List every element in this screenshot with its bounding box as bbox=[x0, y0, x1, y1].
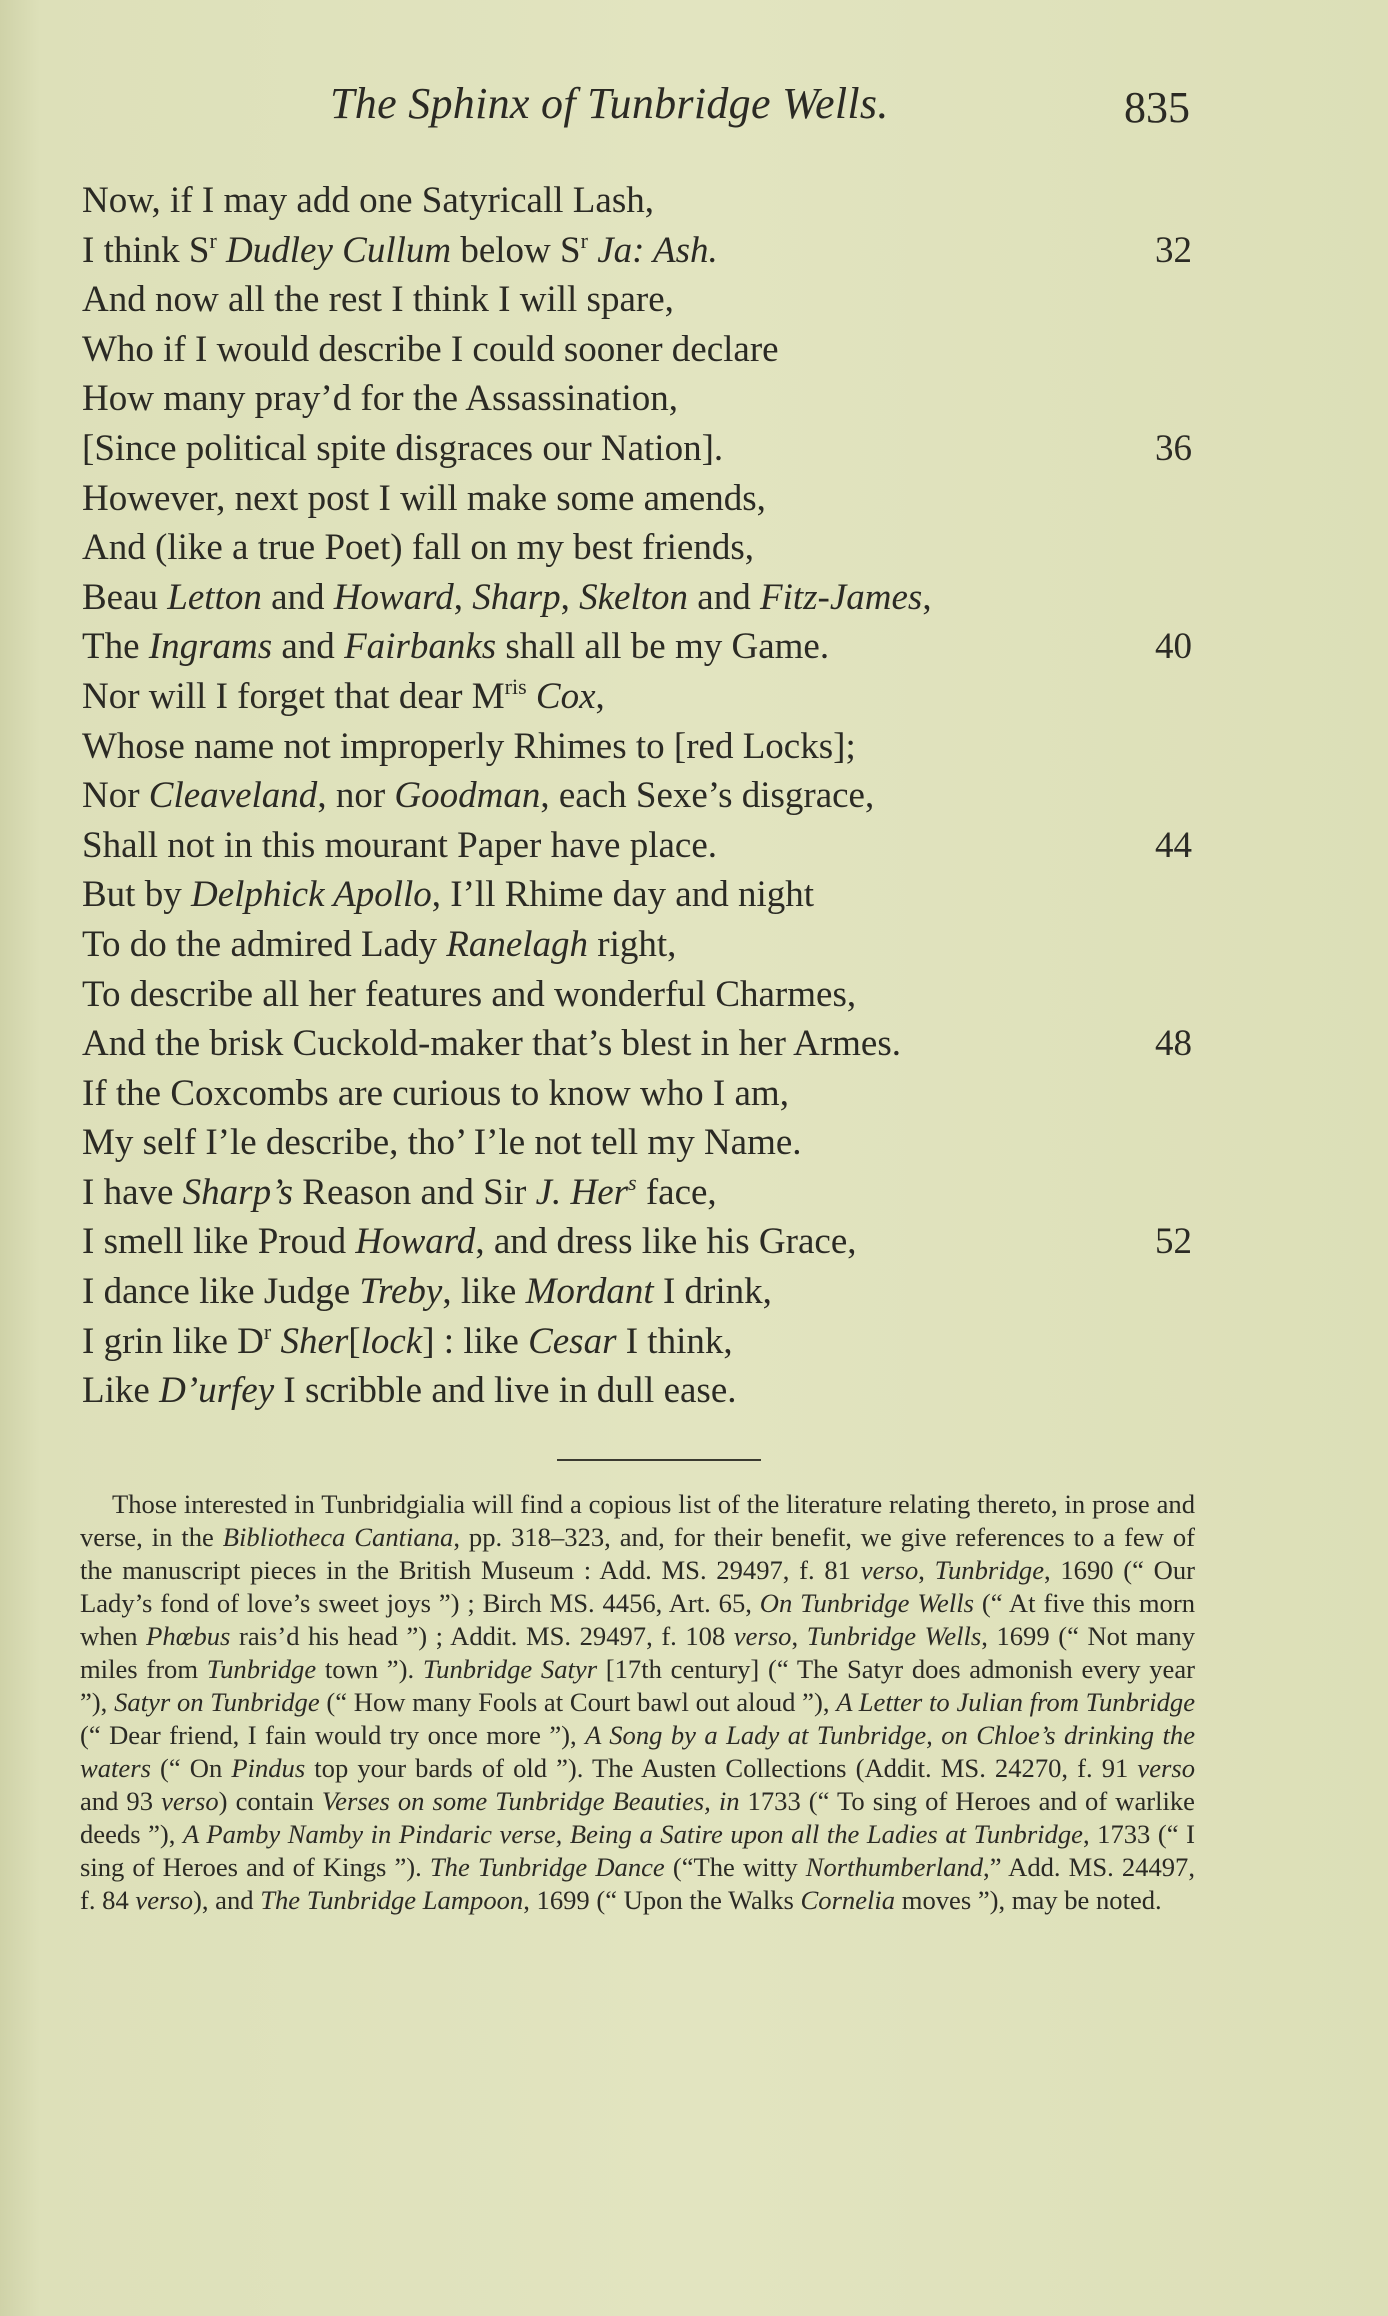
poem-line bbox=[82, 1267, 1202, 1317]
poem-line bbox=[82, 1118, 1202, 1168]
poem-line-text: And the brisk Cuckold-maker that’s blest in her Armes. bbox=[82, 1023, 901, 1065]
poem-line-text: Whose name not improperly Rhimes to [red Locks]; bbox=[82, 725, 856, 767]
poem-line-text: Now, if I may add one Satyricall Lash, bbox=[82, 180, 654, 221]
poem-line-text: To describe all her features and wonderful Charmes, bbox=[82, 973, 857, 1015]
poem-line-text: To do the admired Lady Ranelagh right, bbox=[82, 923, 677, 965]
poem-line bbox=[82, 1168, 1202, 1218]
running-title: The Sphinx of Tunbridge Wells. bbox=[330, 79, 889, 128]
poem-line bbox=[82, 474, 1202, 524]
poem-line bbox=[82, 722, 1202, 772]
poem-line-text: I smell like Proud Howard, and dress like his Grace, bbox=[82, 1221, 857, 1263]
poem-line bbox=[82, 226, 1202, 276]
line-number: 52 bbox=[1155, 1221, 1192, 1263]
poem-line bbox=[82, 1019, 1202, 1069]
poem bbox=[82, 176, 1202, 1416]
poem-line-text: Shall not in this mourant Paper have place. bbox=[82, 824, 718, 866]
poem-line-text: I think $S^r$ Dudley Cullum below $S^r$ Ja: Ash. bbox=[82, 227, 718, 271]
poem-line-text: I dance like Judge Treby, like Mordant I drink, bbox=[82, 1271, 772, 1313]
poem-line bbox=[82, 1217, 1202, 1267]
poem-line bbox=[82, 176, 1202, 226]
poem-line bbox=[82, 870, 1202, 920]
poem-line bbox=[82, 821, 1202, 871]
poem-line-text: The Ingrams and Fairbanks shall all be my Game. bbox=[82, 626, 830, 668]
line-number: 32 bbox=[1155, 229, 1192, 271]
line-number: 36 bbox=[1155, 427, 1192, 469]
poem-line bbox=[82, 622, 1202, 672]
poem-line-text: But by Delphick Apollo, I’ll Rhime day and night bbox=[82, 874, 815, 916]
poem-line bbox=[82, 573, 1202, 623]
poem-line-text: How many pray’d for the Assassination, bbox=[82, 378, 679, 420]
poem-line-text: Like D’urfey I scribble and live in dull ease. bbox=[82, 1370, 737, 1412]
poem-line-text: And now all the rest I think I will spare, bbox=[82, 279, 674, 321]
page-number: 835 bbox=[1124, 83, 1190, 132]
poem-line-text: My self I’le describe, tho’ I’le not tell my Name. bbox=[82, 1122, 802, 1164]
poem-line bbox=[82, 672, 1202, 722]
poem-line-text: Nor Cleaveland, nor Goodman, each Sexe’s disgrace, bbox=[82, 775, 875, 817]
poem-line-text: I grin like $D^r$ Sher[lock] : like Cesar I think, bbox=[82, 1318, 733, 1362]
poem-line bbox=[82, 523, 1202, 573]
footnote-divider bbox=[557, 1459, 761, 1461]
poem-line bbox=[82, 275, 1202, 325]
line-number: 48 bbox=[1155, 1023, 1192, 1065]
poem-line bbox=[82, 424, 1202, 474]
poem-line-text: If the Coxcombs are curious to know who I am, bbox=[82, 1072, 789, 1114]
poem-line bbox=[82, 325, 1202, 375]
poem-line-text: Beau Letton and Howard, Sharp, Skelton and Fitz-James, bbox=[82, 576, 932, 618]
line-number: 40 bbox=[1155, 626, 1192, 668]
poem-line-text: I have Sharp’s Reason and Sir J. Her$^s$ face, bbox=[82, 1169, 717, 1213]
page-header bbox=[0, 78, 1388, 148]
poem-line-text: Who if I would describe I could sooner declare bbox=[82, 328, 779, 370]
poem-line-text: However, next post I will make some amends, bbox=[82, 477, 766, 519]
poem-line-text: [Since political spite disgraces our Nation]. bbox=[82, 427, 724, 469]
poem-line bbox=[82, 1069, 1202, 1119]
poem-line bbox=[82, 1317, 1202, 1367]
poem-line-text: Nor will I forget that dear $M^{ris}$ Cox, bbox=[82, 673, 605, 717]
line-number: 44 bbox=[1155, 824, 1192, 866]
poem-line bbox=[82, 920, 1202, 970]
poem-line bbox=[82, 1366, 1202, 1416]
poem-line bbox=[82, 970, 1202, 1020]
footnote: Those interested in Tunbridgialia will find a copious list of the literature relating thereto, in prose and verse, in the Bibliotheca Cantiana, pp. 318–323, and, for their benefit, we give references to a few of the manuscript pieces in the British Museum : Add. MS. 29497, f. 81 verso, Tunbridge, 1690 (“ Our Lady’s fond of love’s sweet joys ”) ; Birch MS. 4456, Art. 65, On Tunbridge Wells (“ At five this morn when Phœbus rais’d his head ”) ; Addit. MS. 29497, f. 108 verso, Tunbridge Wells, 1699 (“ Not many miles from Tunbridge town ”). Tunbridge Satyr [17th century] (“ The Satyr does admonish every year ”), Satyr on Tunbridge (“ How many Fools at Court bawl out aloud ”), A Letter to Julian from Tunbridge (“ Dear friend, I fain would try once more ”), A Song by a Lady at Tunbridge, on Chloe’s drinking the waters (“ On Pindus top your bards of old ”). The Austen Collections (Addit. MS. 24270, f. 91 verso and 93 verso) contain Verses on some Tunbridge Beauties, in 1733 (“ To sing of Heroes and of warlike deeds ”), A Pamby Namby in Pindaric verse, Being a Satire upon all the Ladies at Tunbridge, 1733 (“ I sing of Heroes and of Kings ”). The Tunbridge Dance (“The witty Northumberland,” Add. MS. 24497, f. 84 verso), and The Tunbridge Lampoon, 1699 (“ Upon the Walks Cornelia moves ”), may be noted. bbox=[80, 1489, 1196, 1915]
poem-line bbox=[82, 374, 1202, 424]
poem-line-text: And (like a true Poet) fall on my best friends, bbox=[82, 527, 754, 569]
poem-line bbox=[82, 771, 1202, 821]
